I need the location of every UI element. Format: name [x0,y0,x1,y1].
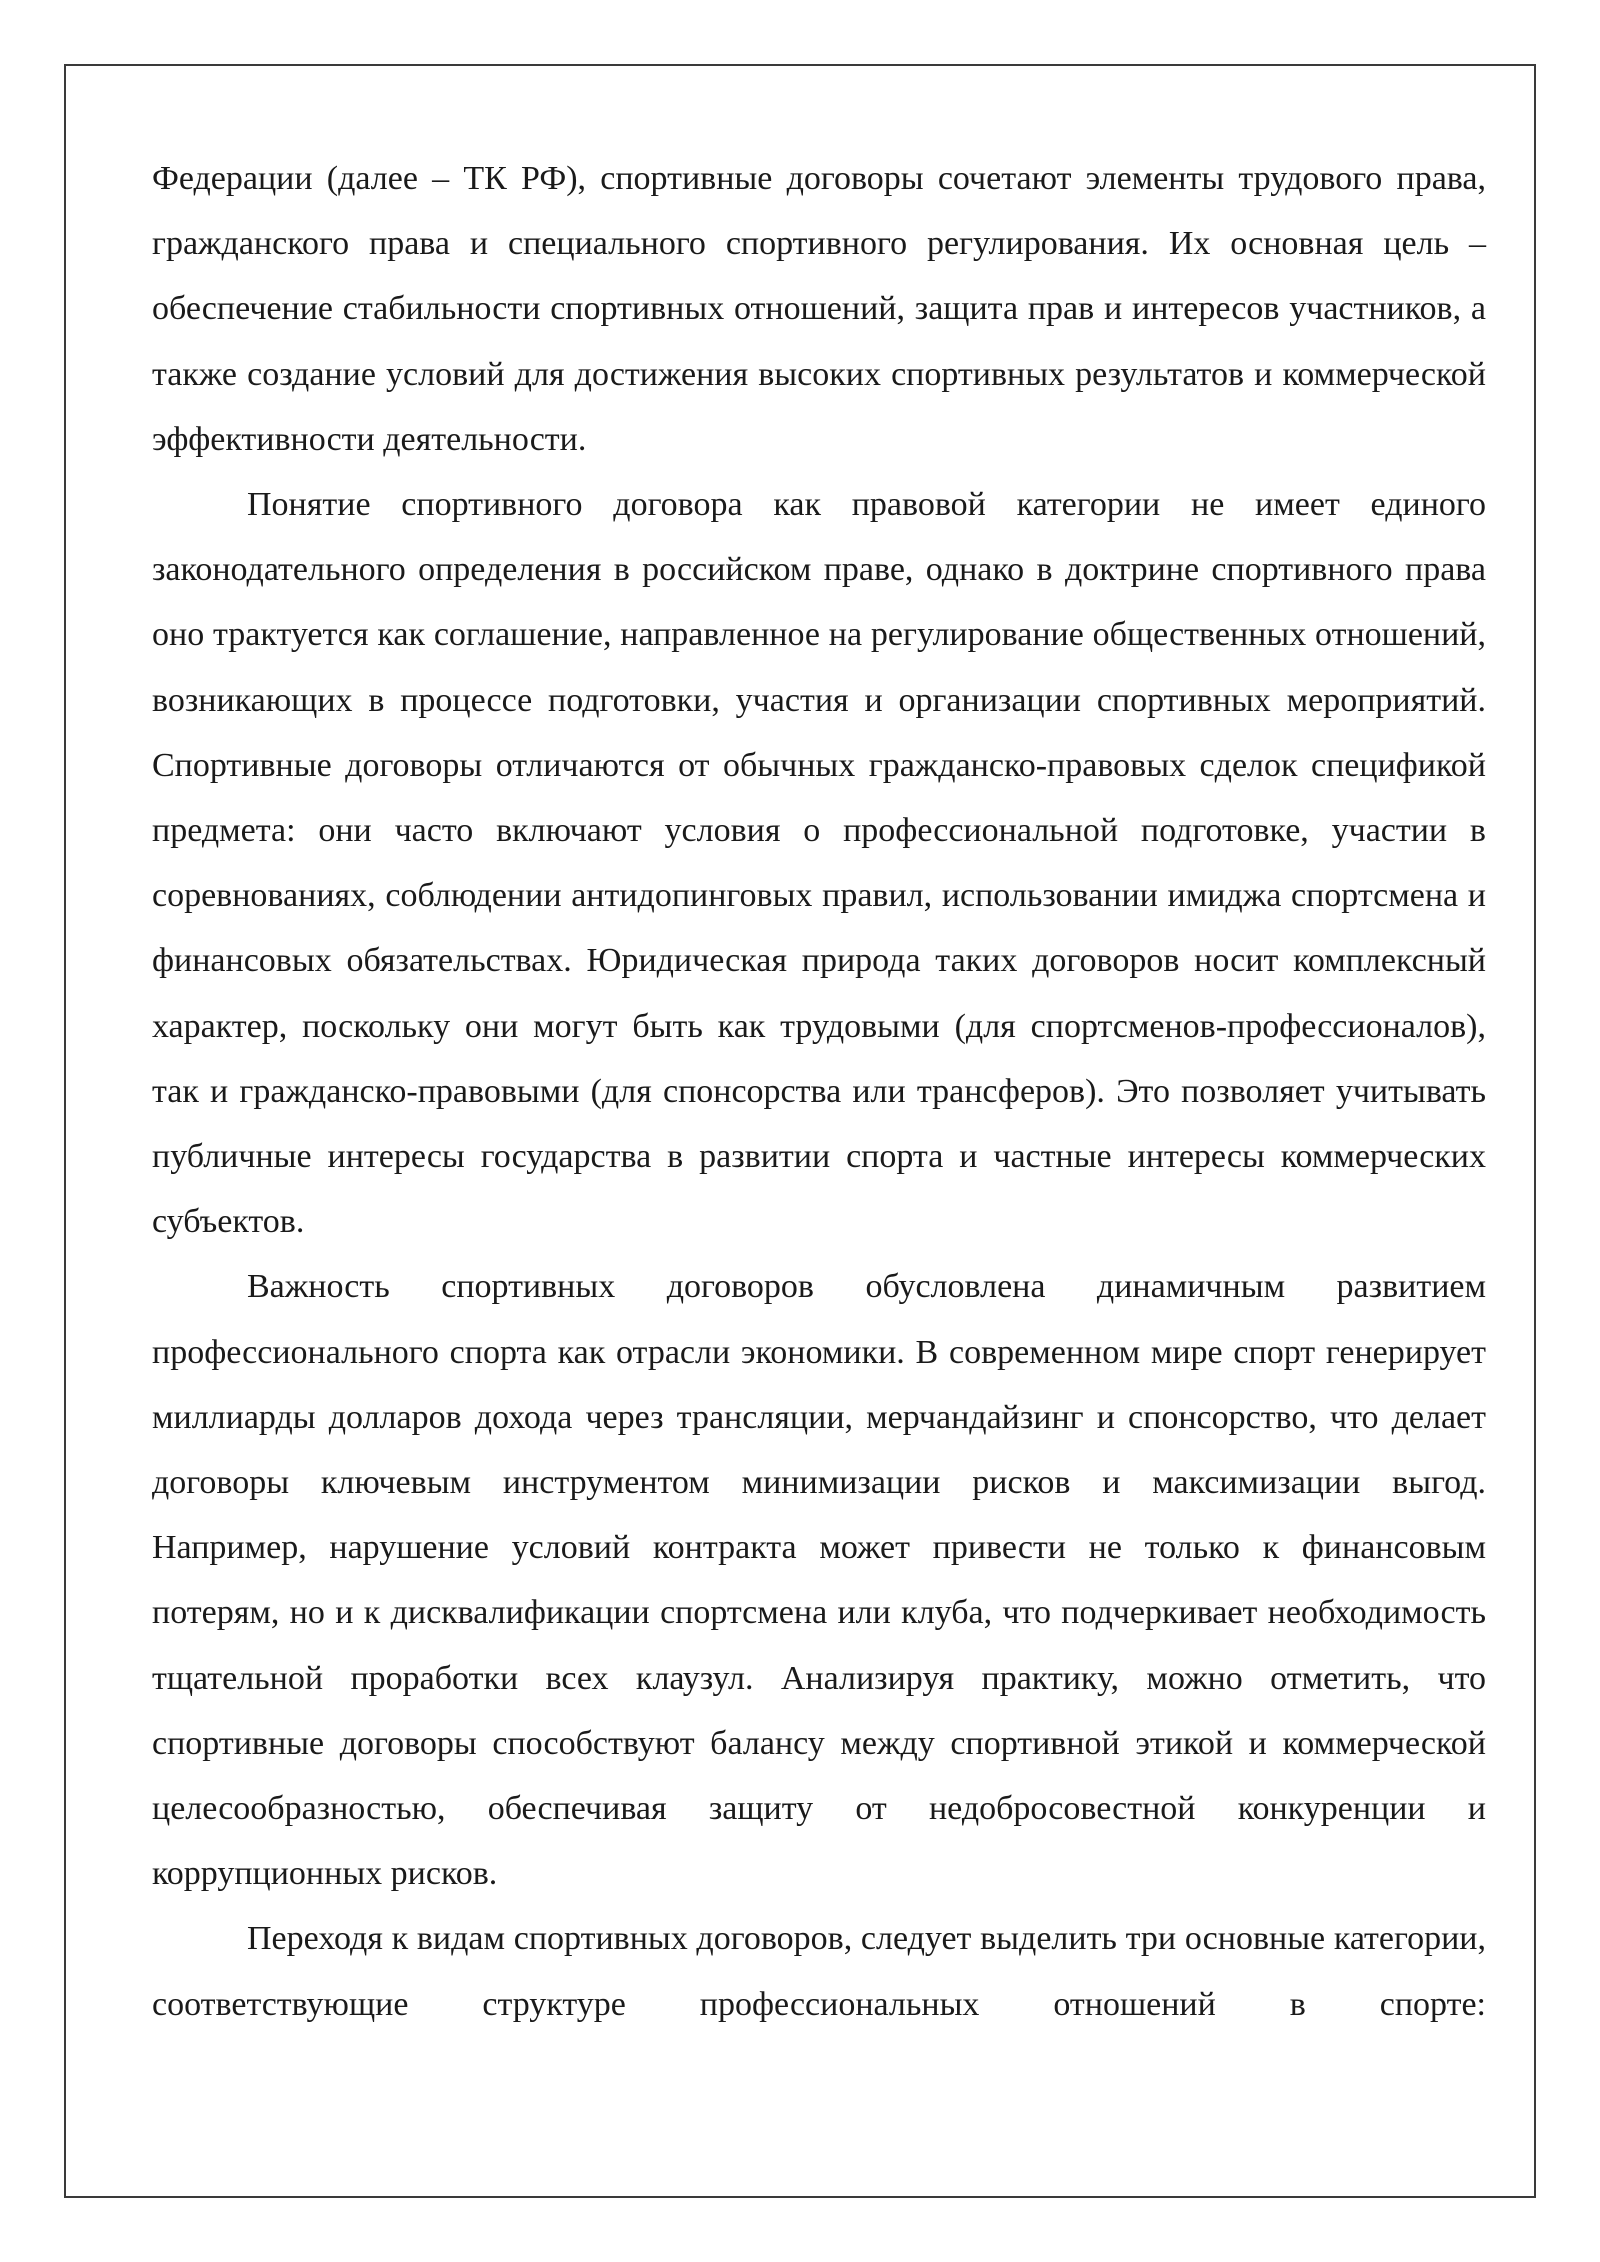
document-body [152,146,1486,2037]
paragraph-2: Понятие спортивного договора как правовой категории не имеет единого законодательного определения в российском праве, однако в доктрине спортивного права оно трактуется как соглашение, направленное на регулирование общественных отношений, возникающих в процессе подготовки, участия и организации спортивных мероприятий. Спортивные договоры отличаются от обычных гражданско-правовых сделок спецификой предмета: они часто включают условия о профессиональной подготовке, участии в соревнованиях, соблюдении антидопинговых правил, использовании имиджа спортсмена и финансовых обязательствах. Юридическая природа таких договоров носит комплексный характер, поскольку они могут быть как трудовыми (для спортсменов-профессионалов), так и гражданско-правовыми (для спонсорства или трансферов). Это позволяет учитывать публичные интересы государства в развитии спорта и частные интересы коммерческих субъектов. [152,486,1486,1241]
paragraph-4: Переходя к видам спортивных договоров, следует выделить три основные категории, соответствующие структуре профессиональных отношений в спорте: [152,1920,1486,2023]
paragraph-1: Федерации (далее – ТК РФ), спортивные договоры сочетают элементы трудового права, гражданского права и специального спортивного регулирования. Их основная цель – обеспечение стабильности спортивных отношений, защита прав и интересов участников, а также создание условий для достижения высоких спортивных результатов и коммерческой эффективности деятельности. [152,160,1486,458]
paragraph-3: Важность спортивных договоров обусловлена динамичным развитием профессионального спорта как отрасли экономики. В современном мире спорт генерирует миллиарды долларов дохода через трансляции, мерчандайзинг и спонсорство, что делает договоры ключевым инструментом минимизации рисков и максимизации выгод. Например, нарушение условий контракта может привести не только к финансовым потерям, но и к дисквалификации спортсмена или клуба, что подчеркивает необходимость тщательной проработки всех клаузул. Анализируя практику, можно отметить, что спортивные договоры способствуют балансу между спортивной этикой и коммерческой целесообразностью, обеспечивая защиту от недобросовестной конкуренции и коррупционных рисков. [152,1268,1486,1893]
